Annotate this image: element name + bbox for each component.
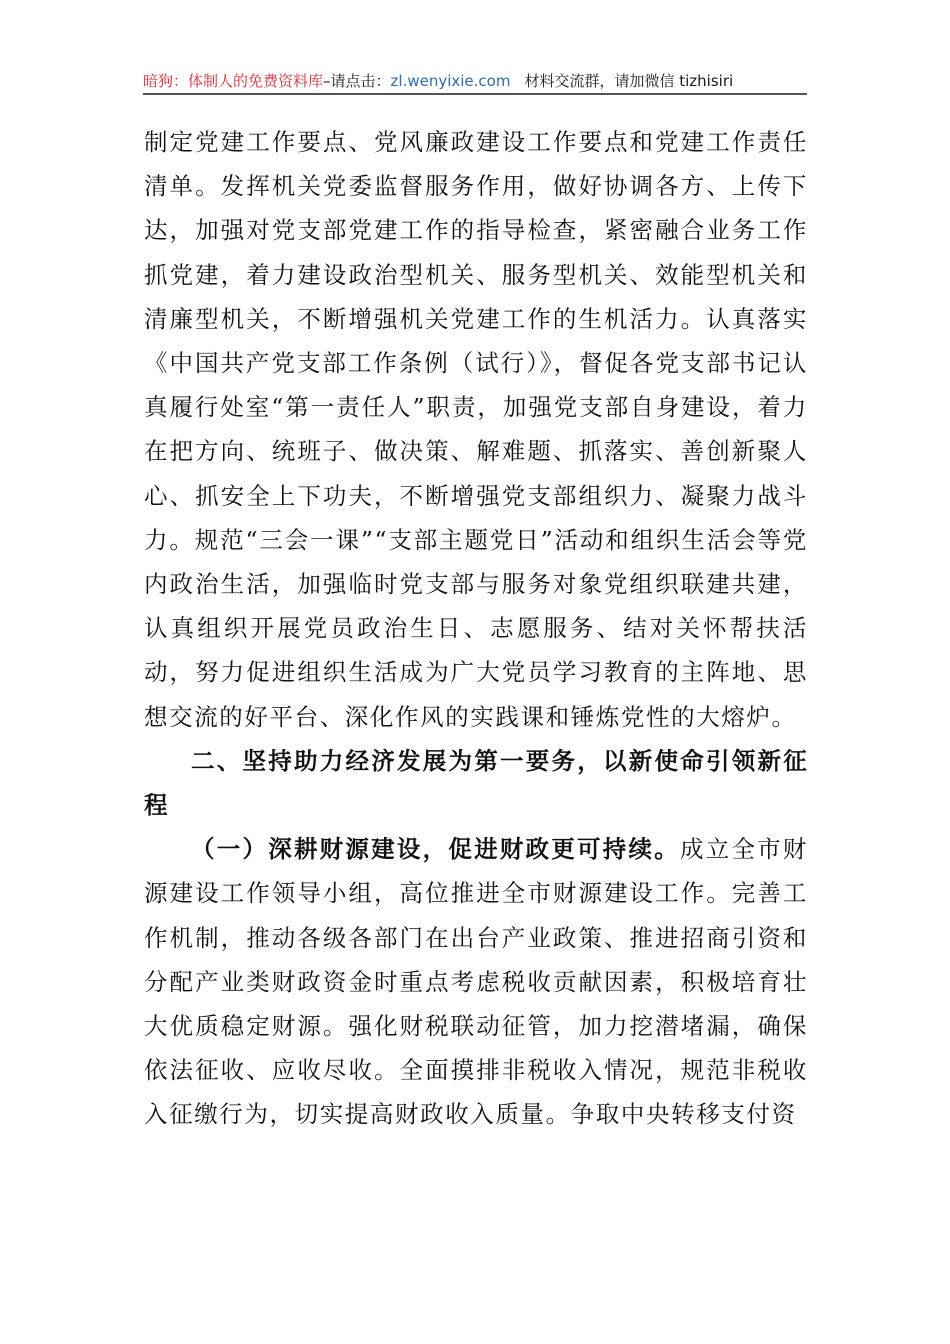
header-divider (143, 93, 807, 95)
section-heading: 二、坚持助力经济发展为第一要务，以新使命引领新征程 (144, 746, 808, 820)
header-click-prompt: –请点击： (323, 72, 391, 90)
subsection-title: （一）深耕财源建设，促进财政更可持续。 (191, 835, 680, 864)
paragraph-2-text: 成立全市财源建设工作领导小组，高位推进全市财源建设工作。完善工作机制，推动各级各部门在出台产业政策、推进招商引资和分配产业类财政资金时重点考虑税收贡献因素，积极培育壮大优质稳定财源。强化财税联动征管，加力挖潜堵漏，确保依法征收、应收尽收。全面摸排非税收入情况，规范非税收入征缴行为，切实提高财政收入质量。争取中央转移支付资 (144, 835, 809, 1129)
paragraph-1: 制定党建工作要点、党风廉政建设工作要点和党建工作责任清单。发挥机关党委监督服务作用，做好协调各方、上传下达，加强对党支部党建工作的指导检查，紧密融合业务工作抓党建，着力建设政治型机关、服务型机关、效能型机关和清廉型机关，不断增强机关党建工作的生机活力。认真落实《中国共产党支部工作条例（试行）》，督促各党支部书记认真履行处室“第一责任人”职责，加强党支部自身建设，着力在把方向、统班子、做决策、解难题、抓落实、善创新聚人心、抓安全上下功夫，不断增强党支部组织力、凝聚力战斗力。规范“三会一课”“支部主题党日”活动和组织生活会等党内政治生活，加强临时党支部与服务对象党组织联建共建，认真组织开展党员政治生日、志愿服务、结对关怀帮扶活动，努力促进组织生活成为广大党员学习教育的主阵地、思想交流的好平台、深化作风的实践课和锤炼党性的大熔炉。 (144, 128, 808, 731)
paragraph-2 (144, 827, 808, 1136)
header-brand: 暗狗：体制人的免费资料库 (143, 72, 324, 90)
page-header (143, 70, 807, 92)
header-url-link[interactable]: zl.wenyixie.com (390, 72, 511, 90)
header-group-info: 材料交流群，请加微信 tizhisiri (524, 72, 734, 90)
document-body (144, 120, 808, 1137)
